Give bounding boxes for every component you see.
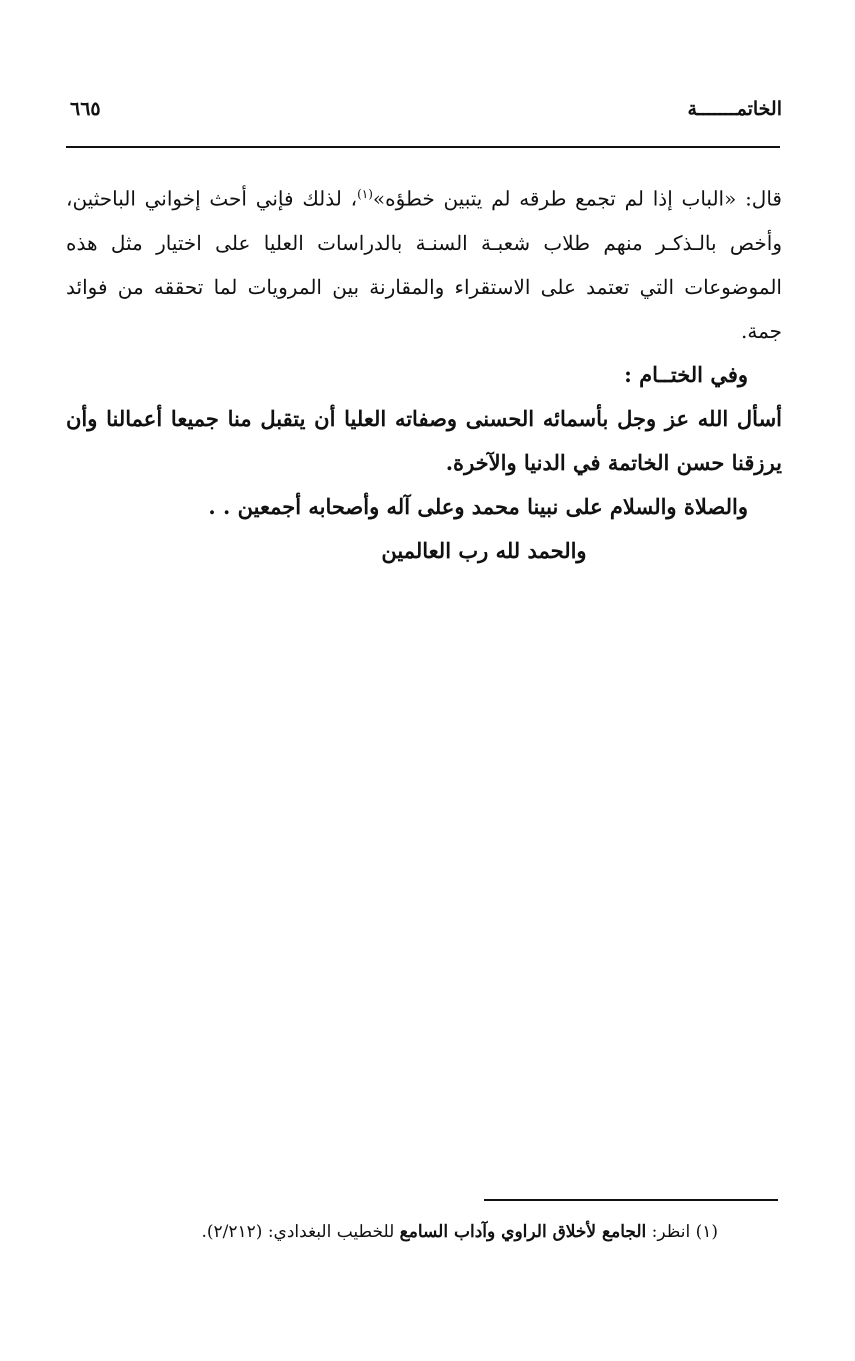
closing-heading: وفي الختــام : [624, 361, 748, 387]
quote-continuation: ، لذلك فإني أحث إخواني الباحثين، وأخص بالـذكـر منهم طلاب شعبـة السنـة بالدراسات العليا على اختيار مثل هذه الموضوعات التي تعتمد على الاستقراء والمقارنة بين المرويات لما تحققه من فوائد جمة. [66, 186, 782, 343]
main-text [66, 172, 782, 573]
footnote-reference: الجامع لأخلاق الراوي وآداب السامع [399, 1222, 647, 1242]
running-head [66, 98, 782, 128]
quote-text: قال: «الباب إذا لم تجمع طرقه لم يتبين خطؤه» [372, 186, 782, 211]
page-number: ٦٦٥ [70, 98, 101, 120]
footnote-divider [484, 1199, 778, 1201]
footnote-tail: للخطيب البغدادي: (٢/٢١٢). [201, 1222, 395, 1242]
chapter-title: الخاتمـــــــة [687, 98, 782, 120]
paragraph-prayer: أسأل الله عز وجل بأسمائه الحسنى وصفاته العليا أن يتقبل منا جميعا أعمالنا وأن يرزقنا حسن الخاتمة في الدنيا والآخرة. [66, 405, 782, 475]
header-divider [66, 146, 780, 148]
paragraph-praise: والحمد لله رب العالمين [381, 537, 587, 563]
footnote-number: (١) [695, 1222, 718, 1242]
footnote [66, 1217, 718, 1247]
footnote-marker: (١) [357, 187, 373, 201]
paragraph-blessing: والصلاة والسلام على نبينا محمد وعلى آله وأصحابه أجمعين . . [208, 493, 748, 519]
paragraph-quote [66, 172, 782, 353]
footnote-lead: انظر: [651, 1222, 691, 1242]
